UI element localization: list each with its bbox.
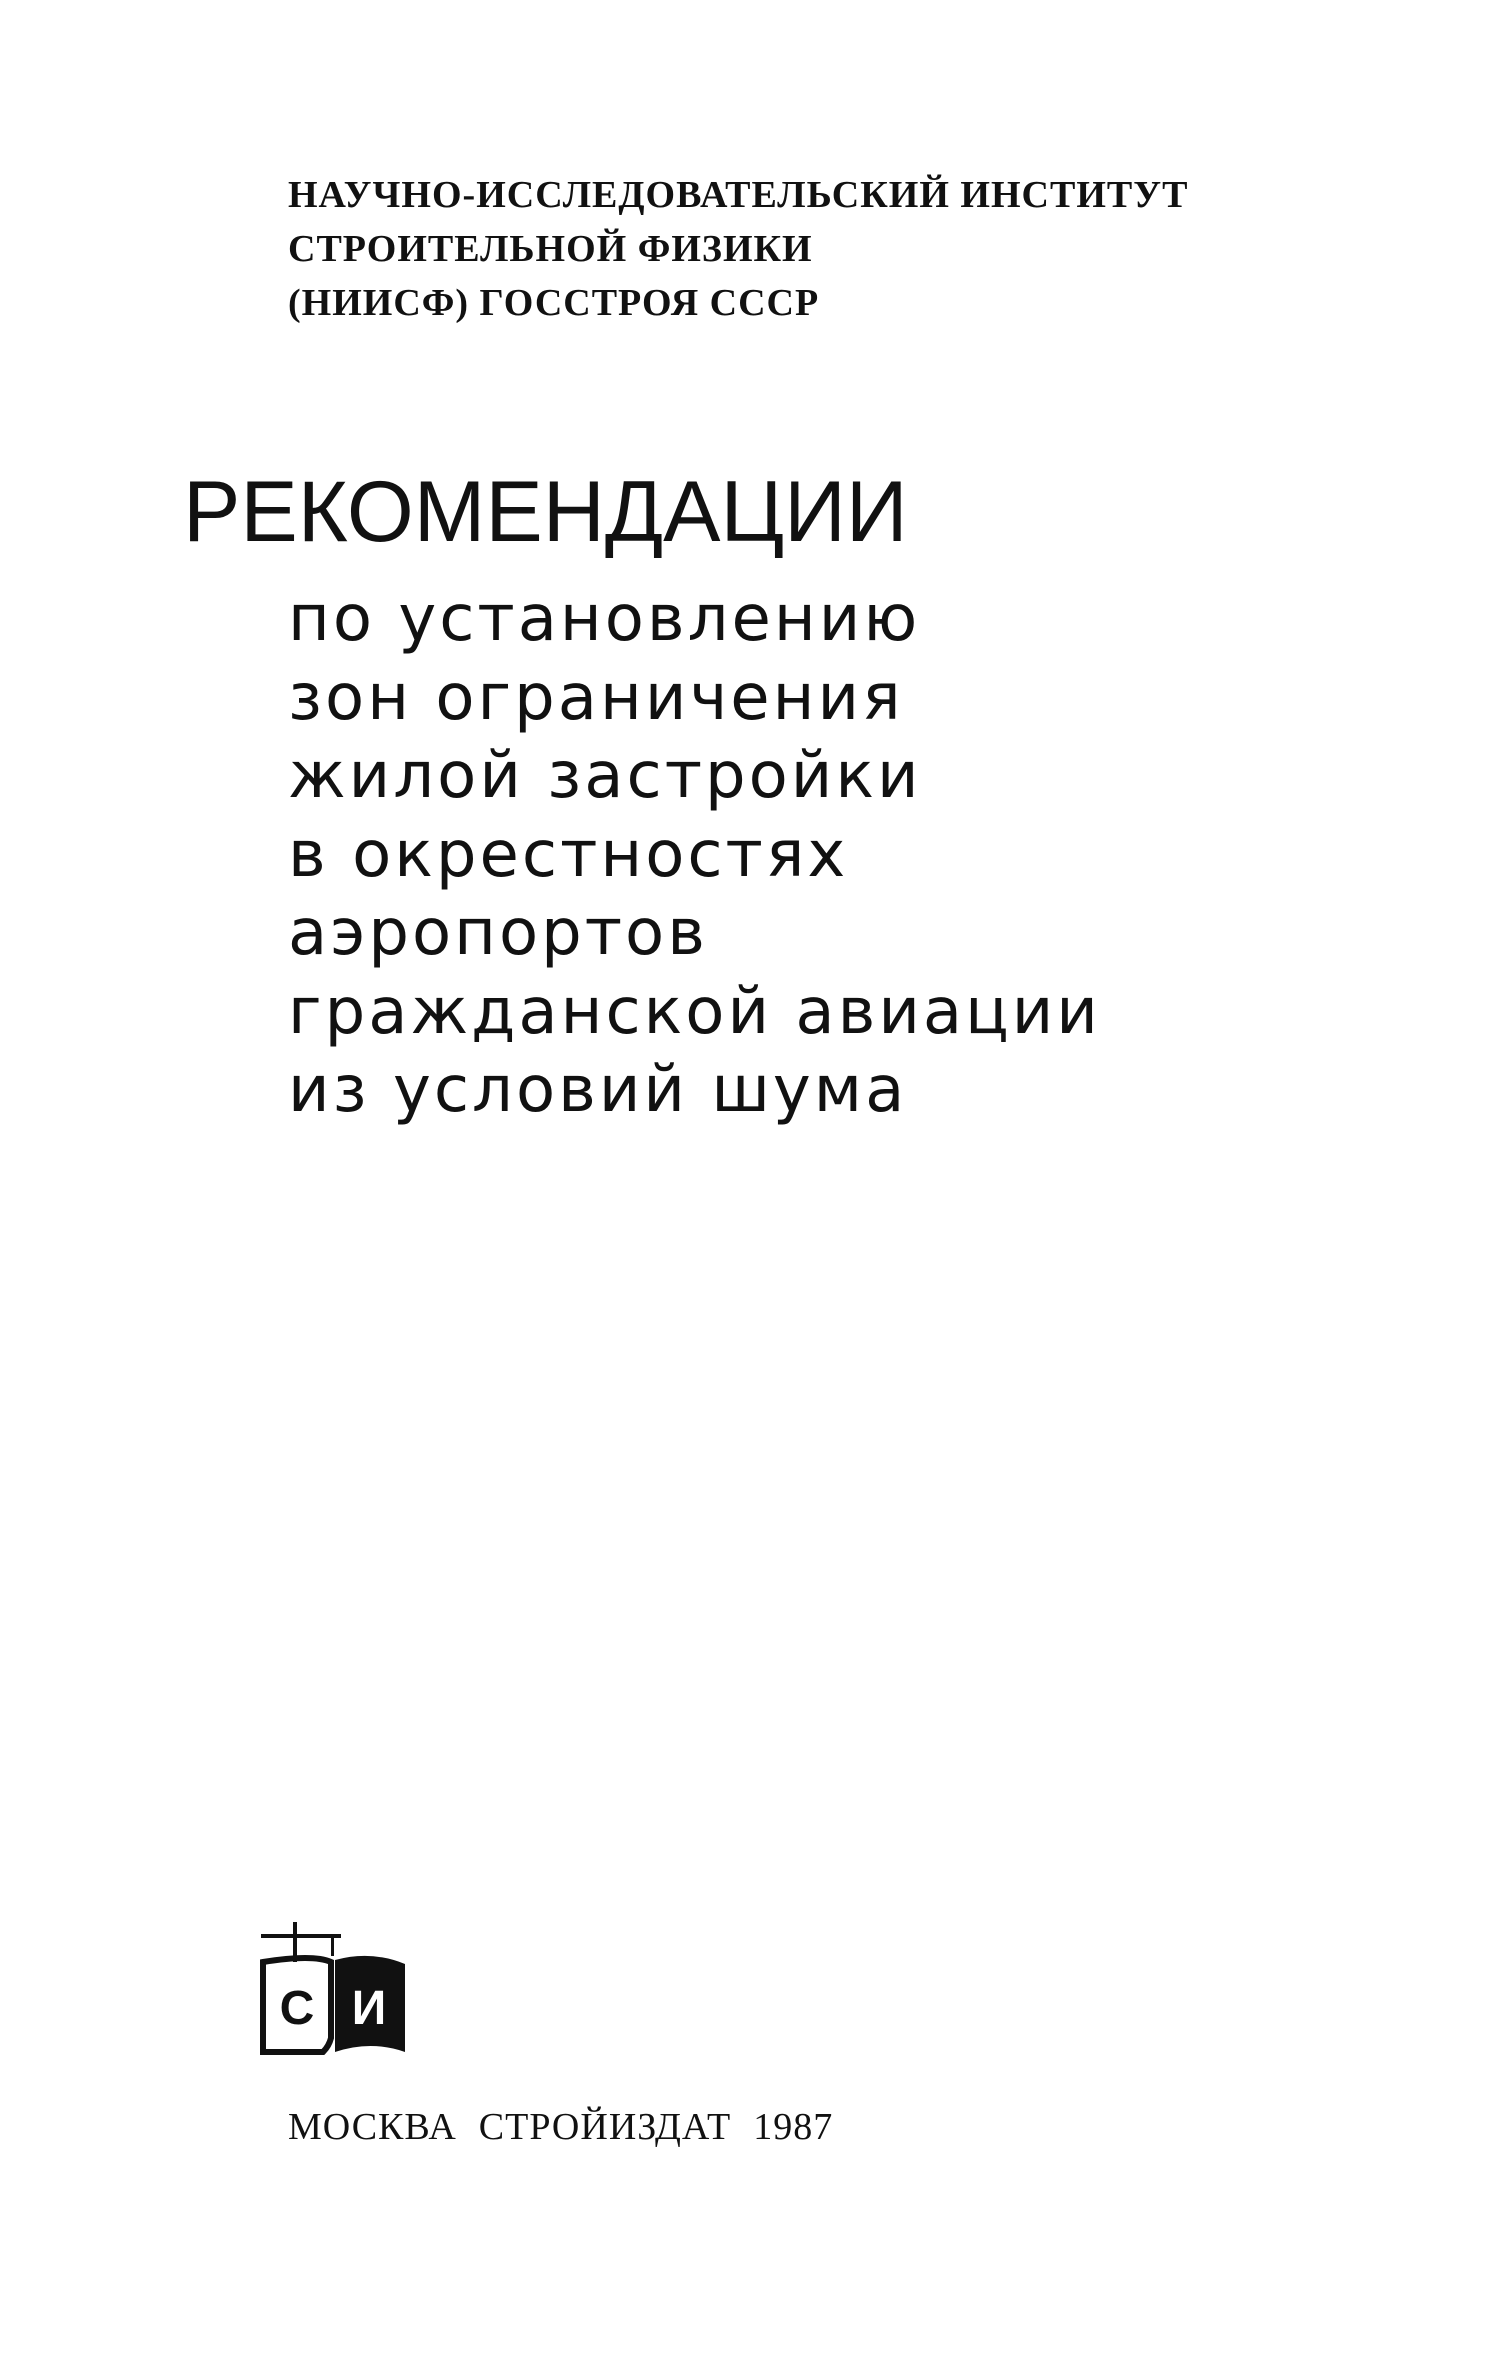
institute-line-3: (НИИСФ) ГОССТРОЯ СССР <box>288 282 820 324</box>
institute-line-1: НАУЧНО-ИССЛЕДОВАТЕЛЬСКИЙ ИНСТИТУТ <box>288 174 1189 216</box>
institute-line-2: СТРОИТЕЛЬНОЙ ФИЗИКИ <box>288 228 813 270</box>
imprint <box>288 2102 855 2152</box>
document-subtitle <box>288 580 1101 1130</box>
document-title: РЕКОМЕНДАЦИИ <box>183 464 908 560</box>
subtitle-line-7: из условий шума <box>288 1053 908 1127</box>
subtitle-line-1: по установлению <box>288 582 921 656</box>
imprint-city: МОСКВА <box>288 2106 457 2148</box>
imprint-publisher: СТРОЙИЗДАТ <box>478 2106 732 2148</box>
publisher-logo-icon <box>253 1920 408 2055</box>
subtitle-line-5: аэропортов <box>288 896 708 970</box>
subtitle-line-4: в окрестностях <box>288 817 849 892</box>
subtitle-line-3: жилой застройки <box>288 739 922 813</box>
institute-name <box>288 168 1288 330</box>
subtitle-line-6: гражданской авиации <box>288 974 1101 1049</box>
imprint-year: 1987 <box>753 2106 834 2148</box>
subtitle-line-2: зон ограничения <box>288 660 904 735</box>
logo-letter-s: С <box>279 1982 315 2035</box>
logo-letter-i: И <box>351 1982 387 2035</box>
